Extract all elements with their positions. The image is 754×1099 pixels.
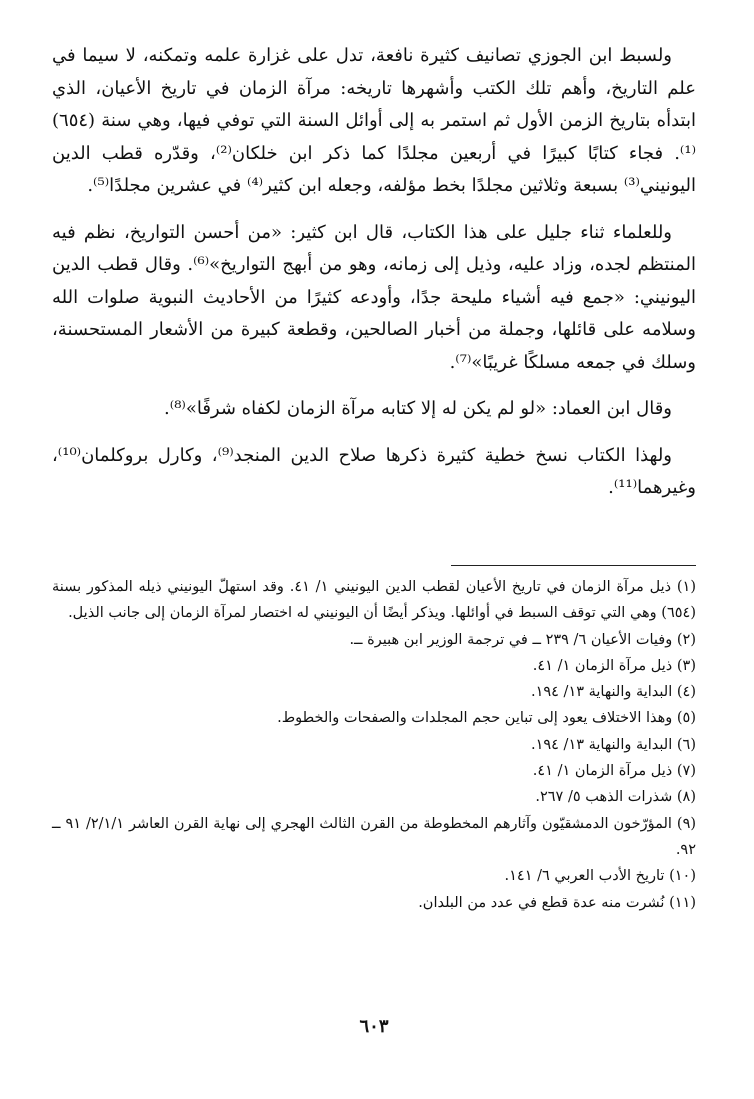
- footnote-text: البداية والنهاية ١٣/ ١٩٤.: [530, 736, 673, 753]
- footnote-7: [52, 758, 696, 784]
- footnote-number: (٤): [676, 684, 696, 701]
- book-page: [52, 0, 696, 1099]
- footnote-text: المؤرّخون الدمشقيّون وآثارهم المخطوطة من القرن الثالث الهجري إلى نهاية القرن العاشر ٢/١/١/ ٩١ ــ ٩٢.: [52, 815, 696, 858]
- footnote-number: (١٠): [669, 868, 696, 885]
- paragraph-2: وللعلماء ثناء جليل على هذا الكتاب، قال ابن كثير: «من أحسن التواريخ، نظم فيه المنتظم لجده، وزاد عليه، وذيل إلى زمانه، وهو من أبهج التواريخ»⁽⁶⁾. وقال قطب الدين اليونيني: «جمع فيه أشياء مليحة جدًا، وأودعه كثيرًا من الأحاديث النبوية صلوات الله وسلامه على قائلها، وجملة من أخبار الصالحين، وقطعة كبيرة من الأشعار المستحسنة، وسلك في جمعه مسلكًا غريبًا»⁽⁷⁾.: [52, 221, 696, 373]
- main-text: [52, 40, 696, 505]
- footnote-1: [52, 574, 696, 627]
- footnote-number: (٦): [676, 736, 696, 753]
- footnote-6: [52, 732, 696, 758]
- footnote-5: [52, 705, 696, 731]
- paragraph-3: وقال ابن العماد: «لو لم يكن له إلا كتابه مرآة الزمان لكفاه شرفًا»⁽⁸⁾.: [164, 398, 672, 419]
- footnote-number: (١١): [669, 894, 696, 911]
- footnote-text: البداية والنهاية ١٣/ ١٩٤.: [530, 684, 673, 701]
- footnote-text: ذيل مرآة الزمان في تاريخ الأعيان لقطب الدين اليونيني ١/ ٤١. وقد استهلّ اليونيني ذيله المذكور بسنة (٦٥٤) وهي التي توقف السبط في أوائلها. ويذكر أيضًا أن اليونيني له اختصار لمرآة الزمان إلى جانب الذيل.: [52, 579, 696, 622]
- footnote-separator: [451, 565, 696, 566]
- footnote-8: [52, 784, 696, 810]
- footnote-text: وفيات الأعيان ٦/ ٢٣٩ ــ في ترجمة الوزير ابن هبيرة ــ.: [349, 631, 673, 648]
- footnote-number: (٢): [676, 631, 696, 648]
- paragraph-1: ولسبط ابن الجوزي تصانيف كثيرة نافعة، تدل على غزارة علمه وتمكنه، لا سيما في علم التاريخ، وأهم تلك الكتب وأشهرها تاريخه: مرآة الزمان في تاريخ الأعيان، الذي ابتدأه بتاريخ الزمن الأول ثم استمر به إلى أوائل السنة التي توفي فيها، وهي سنة (٦٥٤)⁽¹⁾. فجاء كتابًا كبيرًا في أربعين مجلدًا كما ذكر ابن خلكان⁽²⁾، وقدّره قطب الدين اليونيني⁽³⁾ بسبعة وثلاثين مجلدًا بخط مؤلفه، وجعله ابن كثير⁽⁴⁾ في عشرين مجلدًا⁽⁵⁾.: [52, 45, 696, 196]
- footnote-text: نُشرت منه عدة قطع في عدد من البلدان.: [418, 894, 665, 911]
- footnote-text: تاريخ الأدب العربي ٦/ ١٤١.: [504, 868, 665, 885]
- footnote-text: شذرات الذهب ٥/ ٢٦٧.: [535, 789, 673, 806]
- footnote-number: (٣): [676, 657, 696, 674]
- footnote-number: (٧): [676, 763, 696, 780]
- footnote-text: ذيل مرآة الزمان ١/ ٤١.: [532, 657, 673, 674]
- page-number: ٦٠٣: [359, 1016, 389, 1037]
- paragraph-4: ولهذا الكتاب نسخ خطية كثيرة ذكرها صلاح الدين المنجد⁽⁹⁾، وكارل بروكلمان⁽¹⁰⁾، وغيرهما⁽¹¹⁾.: [52, 444, 696, 498]
- footnote-2: [52, 627, 696, 653]
- footnote-10: [52, 863, 696, 889]
- footnote-text: ذيل مرآة الزمان ١/ ٤١.: [532, 763, 673, 780]
- footnote-number: (٨): [676, 789, 696, 806]
- footnote-9: [52, 811, 696, 864]
- footnote-4: [52, 679, 696, 705]
- footnote-number: (٥): [676, 710, 696, 727]
- footnote-number: (١): [676, 579, 697, 595]
- footnote-11: [52, 890, 696, 916]
- footnotes: [52, 574, 696, 916]
- footnote-number: (٩): [676, 815, 697, 832]
- footnote-3: [52, 653, 696, 679]
- footnote-text: وهذا الاختلاف يعود إلى تباين حجم المجلدات والصفحات والخطوط.: [277, 710, 673, 727]
